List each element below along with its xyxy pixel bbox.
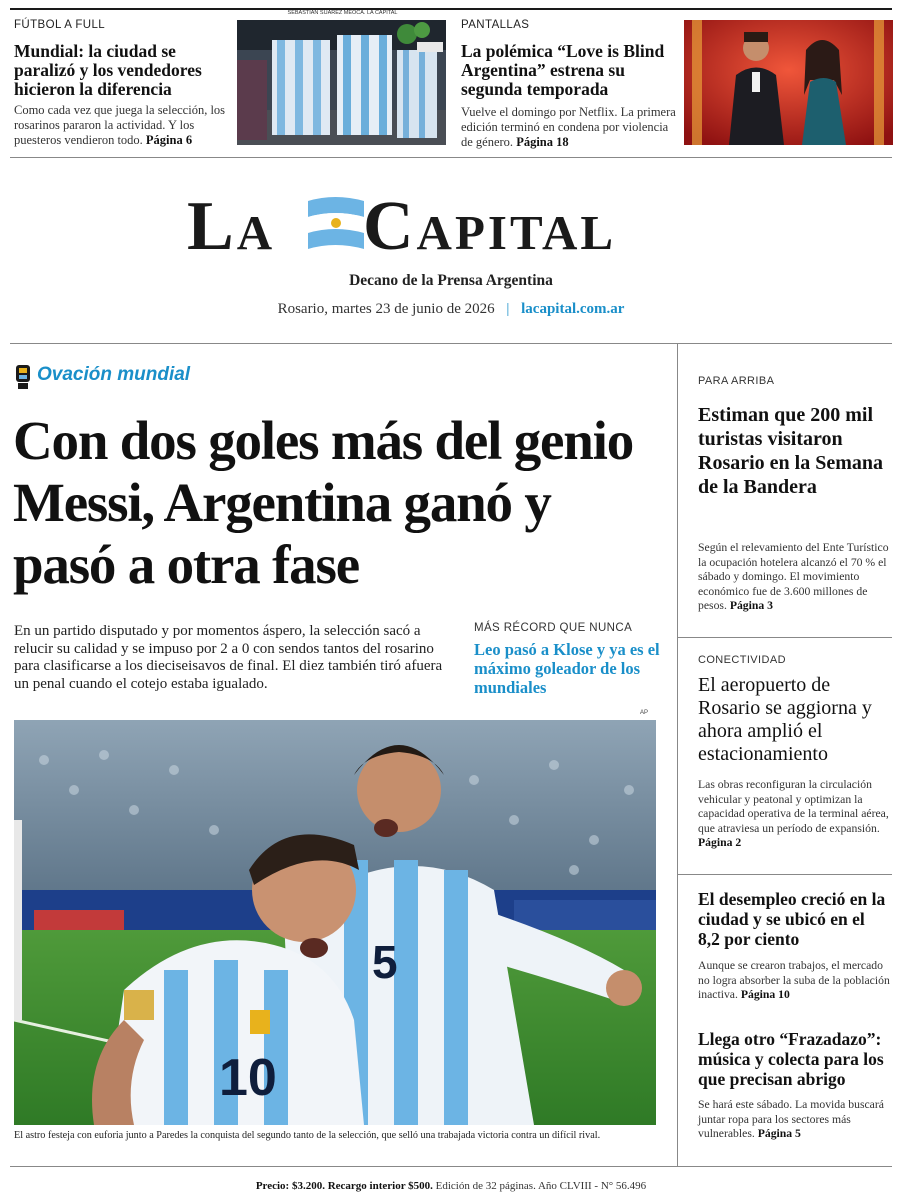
sidebar-1-title[interactable]: Estiman que 200 mil turistas visitaron Rosario en la Semana de la Bandera	[698, 404, 883, 498]
masthead-la[interactable]: La	[187, 188, 276, 265]
sidebar-3-body	[698, 959, 894, 1003]
teaser-1-page-ref[interactable]: Página 6	[145, 133, 193, 147]
teaser-2-kicker: PANTALLAS	[461, 19, 530, 31]
messi-jersey-number: 10	[219, 1049, 277, 1107]
messi-celebration-photo[interactable]	[14, 720, 656, 1125]
teasers-bottom-rule	[10, 157, 892, 158]
masthead	[0, 185, 902, 265]
lead-headline[interactable]: Con dos goles más del genio Messi, Argentina ganó y pasó a otra fase	[13, 410, 634, 595]
teaser-2-body	[461, 105, 679, 150]
lead-sub-title[interactable]: Leo pasó a Klose y ya es el máximo goleador de los mundiales	[474, 640, 660, 697]
sidebar-4-text: Se hará este sábado. La movida buscará juntar ropa para los sectores más vulnerables.	[698, 1098, 884, 1140]
sidebar-4-body	[698, 1098, 892, 1142]
world-cup-trophy-icon	[14, 364, 32, 390]
teaser-2-text: Vuelve el domingo por Netflix. La primera edición terminó en condena por violencia de género.	[461, 105, 676, 149]
sidebar-2-title[interactable]: El aeropuerto de Rosario se aggiorna y ahora amplió el estacionamiento	[698, 674, 872, 765]
vendors-photo-illustration	[237, 20, 446, 145]
teaser-2-title[interactable]: La polémica “Love is Blind Argentina” estrena su segunda temporada	[461, 41, 665, 99]
teaser-2-page-ref[interactable]: Página 18	[516, 135, 569, 149]
sidebar-rule-2	[678, 874, 892, 875]
lead-section-tag-label: Ovación mundial	[37, 364, 191, 385]
love-is-blind-photo[interactable]	[684, 20, 893, 145]
masthead-separator: |	[506, 301, 510, 317]
messi-celebration-illustration	[14, 720, 656, 1125]
sidebar-1-text: Según el relevamiento del Ente Turístico la ocupación hotelera alcanzó el 70 % el sábado y domingo. El movimiento económico fue de 3.600 millones de pesos.	[698, 541, 889, 612]
masthead-website-link[interactable]: lacapital.com.ar	[521, 301, 625, 317]
masthead-capital[interactable]: Capital	[363, 188, 617, 265]
sidebar-4-page-ref[interactable]: Página 5	[757, 1127, 801, 1140]
lead-sub-kicker: MÁS RÉCORD QUE NUNCA	[474, 622, 633, 634]
sidebar-2-kicker: CONECTIVIDAD	[698, 654, 786, 666]
sidebar-2-page-ref[interactable]: Página 2	[698, 836, 742, 849]
footer-surcharge: Recargo interior $500.	[327, 1180, 433, 1192]
sidebar-3-text: Aunque se crearon trabajos, el mercado no logra absorber la suba de la población inactiva.	[698, 959, 890, 1001]
lead-photo-caption: El astro festeja con euforia junto a Paredes la conquista del segundo tanto de la selección, que selló una trabajada victoria contra un difícil rival.	[14, 1130, 601, 1141]
masthead-bottom-rule	[10, 343, 892, 344]
sidebar-3-title[interactable]: El desempleo creció en la ciudad y se ubicó en el 8,2 por ciento	[698, 889, 886, 949]
sidebar-1-kicker: PARA ARRIBA	[698, 375, 775, 387]
sidebar-2-body	[698, 778, 892, 851]
teaser-1-text: Como cada vez que juega la selección, los rosarinos pararon la actividad. Y los puesteros vendieron todo.	[14, 103, 226, 147]
footer-rule	[10, 1166, 892, 1167]
sidebar-1-page-ref[interactable]: Página 3	[729, 599, 774, 612]
footer-price: Precio: $3.200.	[255, 1180, 325, 1192]
teaser-1-body	[14, 103, 236, 148]
sidebar-rule-1	[678, 637, 892, 638]
sidebar-1-body	[698, 541, 896, 614]
vendors-photo[interactable]	[237, 20, 446, 145]
love-is-blind-illustration	[684, 20, 893, 145]
masthead-tagline: Decano de la Prensa Argentina	[349, 272, 553, 289]
masthead-dateline-row	[0, 301, 902, 318]
sidebar-3-page-ref[interactable]: Página 10	[740, 988, 790, 1001]
teaser-1-kicker: FÚTBOL A FULL	[14, 19, 106, 31]
footer-edition: Edición de 32 páginas. Año CLVIII - N° 56.496	[435, 1180, 647, 1192]
argentine-flag-logo	[300, 195, 370, 255]
paredes-jersey-number: 5	[372, 936, 398, 988]
teaser-1-photo-credit: SEBASTIÁN SUÁREZ MEOCA. LA CAPITAL	[287, 10, 398, 16]
top-rule	[10, 8, 892, 10]
lead-body: En un partido disputado y por momentos áspero, la selección sacó a relucir su calidad y se impuso por 2 a 0 con sendos tantos del rosarino para clasificarse a los dieciseisavos de final. El diez también tiró afuera un penal cuando el cotejo estaba igualado.	[14, 623, 443, 692]
lead-photo-credit: AP	[640, 710, 649, 716]
sidebar-2-text: Las obras reconfiguran la circulación vehicular y peatonal y optimizan la capacidad operativa de la terminal aérea, que atraviesa un período de expansión.	[698, 778, 889, 835]
sidebar-divider	[677, 344, 678, 1166]
teaser-1-title[interactable]: Mundial: la ciudad se paralizó y los vendedores hicieron la diferencia	[14, 41, 202, 99]
masthead-dateline: Rosario, martes 23 de junio de 2026	[277, 301, 495, 317]
sun-of-may-icon	[331, 218, 341, 228]
footer-line	[0, 1180, 902, 1192]
sidebar-4-title[interactable]: Llega otro “Frazadazo”: música y colecta para los que precisan abrigo	[698, 1029, 884, 1089]
